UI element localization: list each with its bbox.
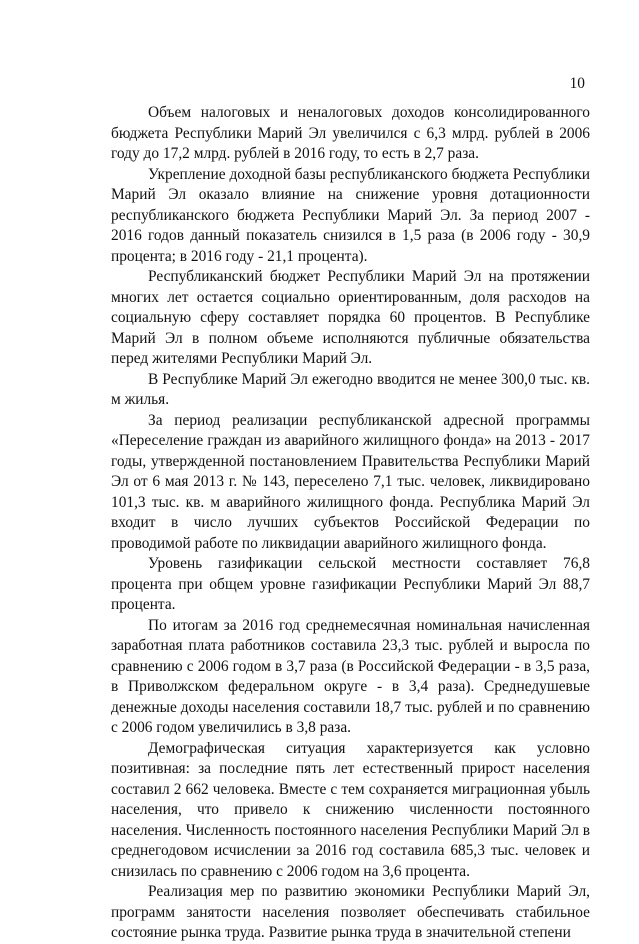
body-text [111, 103, 590, 944]
paragraph-wages-income: По итогам за 2016 год среднемесячная номинальная начисленная заработная плата работников составила 23,3 тыс. рублей и выросла по сравнению с 2006 годом в 3,7 раза (в Российской Федерации - в 3,5 раза, в Приволжском федеральном округе - в 3,4 раза). Среднедушевые денежные доходы населения составили 18,7 тыс. рублей и по сравнению с 2006 годом увеличились в 3,8 раза. [111, 616, 590, 736]
paragraph-demography: Демографическая ситуация характеризуется как условно позитивная: за последние пять лет естественный прирост населения составил 2 662 человека. Вместе с тем сохраняется миграционная убыль населения, что привело к снижению численности постоянного населения. Численность постоянного населения Республики Марий Эл в среднегодовом исчислении за 2016 год составила 685,3 тыс. человек и снизилась по сравнению с 2006 годом на 3,6 процента. [111, 739, 590, 880]
paragraph-social-budget: Республиканский бюджет Республики Марий Эл на протяжении многих лет остается социально ориентированным, доля расходов на социальную сферу составляет порядка 60 процентов. В Республике Марий Эл в полном объеме исполняются публичные обязательства перед жителями Республики Марий Эл. [111, 268, 590, 367]
paragraph-resettlement-program: За период реализации республиканской адресной программы «Переселение граждан из аварийного жилищного фонда» на 2013 - 2017 годы, утвержденной постановлением Правительства Республики Марий Эл от 6 мая 2013 г. № 143, переселено 7,1 тыс. человек, ликвидировано 101,3 тыс. кв. м аварийного жилищного фонда. Республика Марий Эл входит в число лучших субъектов Российской Федерации по проводимой работе по ликвидации аварийного жилищного фонда. [111, 411, 590, 552]
paragraph-subsidy-level: Укрепление доходной базы республиканского бюджета Республики Марий Эл оказало влияние на снижение уровня дотационности республиканского бюджета Республики Марий Эл. За период 2007 - 2016 годов данный показатель снизился в 1,5 раза (в 2006 году - 30,9 процента; в 2016 году - 21,1 процента). [111, 165, 591, 265]
page-number: 10 [569, 75, 585, 92]
paragraph-budget-revenue: Объем налоговых и неналоговых доходов консолидированного бюджета Республики Марий Эл увеличился с 6,3 млрд. рублей в 2006 году до 17,2 млрд. рублей в 2016 году, то есть в 2,7 раза. [111, 104, 590, 162]
paragraph-gasification: Уровень газификации сельской местности составляет 76,8 процента при общем уровне газификации Республики Марий Эл 88,7 процента. [111, 555, 590, 613]
paragraph-housing-construction: В Республике Марий Эл ежегодно вводится не менее 300,0 тыс. кв. м жилья. [111, 370, 590, 408]
paragraph-labor-market: Реализация мер по развитию экономики Республики Марий Эл, программ занятости населения позволяет обеспечивать стабильное состояние рынка труда. Развитие рынка труда в значительной степени [111, 883, 590, 941]
